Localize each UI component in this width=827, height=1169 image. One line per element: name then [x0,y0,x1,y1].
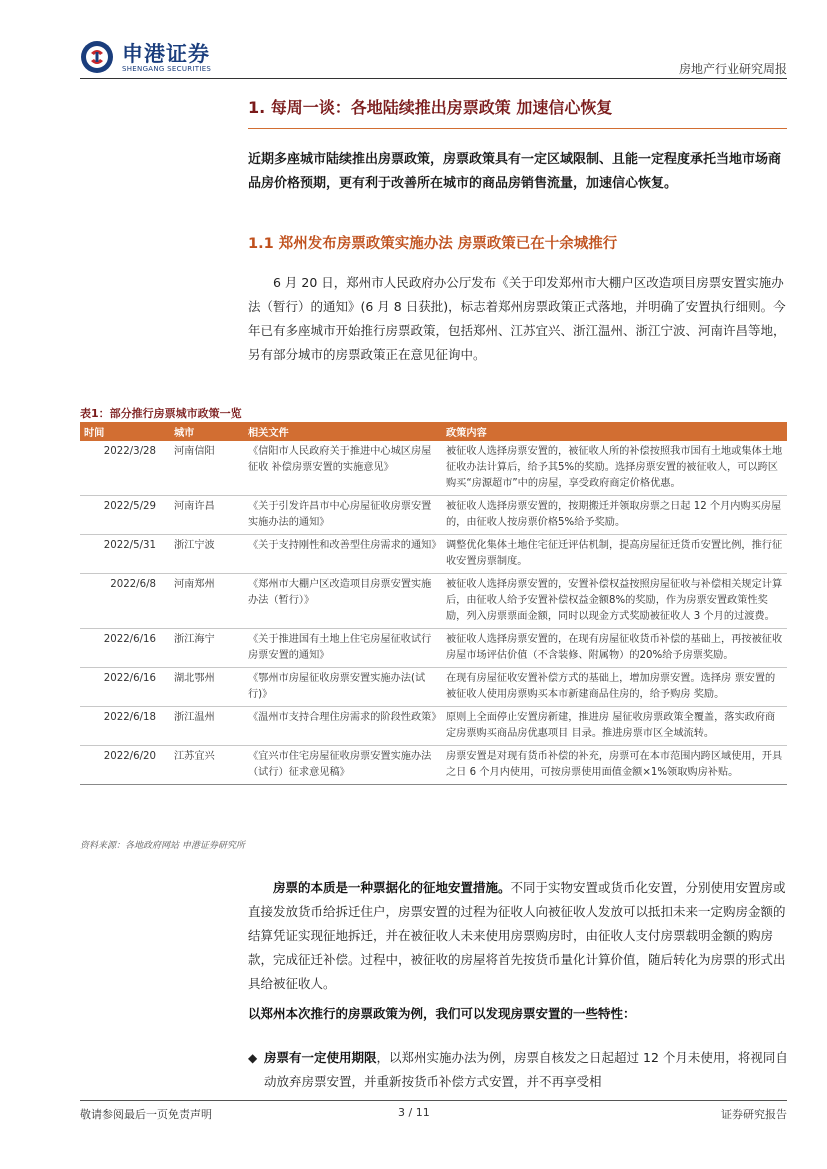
cell-city: 河南郑州 [170,574,244,629]
para2-emphasis: 房票的本质是一种票据化的征地安置措施。 [273,880,511,895]
table-title: 表1：部分推行房票城市政策一览 [80,407,242,420]
cell-date: 2022/6/18 [80,707,170,746]
cell-date: 2022/6/16 [80,629,170,668]
table-row [80,496,787,535]
section-heading-divider [248,128,787,129]
bullet-text [264,1046,788,1094]
para2-text: 不同于实物安置或货币化安置，分别使用安置房或直接发放货币给拆迁住户，房票安置的过程为征收人向被征收人发放可以抵扣未来一定购房金额的结算凭证实现征地拆迁，并在被征收人未来使用房票购房时，由征收人支付房票载明金额的购房款，完成征迁补偿。过程中，被征收的房屋将首先按货币量化计算价值，随后转化为房票的形式出具给被征收人。 [248,880,786,991]
footer-doc-type: 证券研究报告 [721,1108,787,1121]
bullet-rest: ，以郑州实施办法为例，房票自核发之日起超过 12 个月未使用，将视同自动放弃房票安置，并重新按货币补偿方式安置，并不再享受相 [264,1050,788,1089]
page-header [0,0,827,80]
header-city: 城市 [174,428,195,439]
cell-document: 《温州市支持合理住房需求的阶段性政策》 [244,707,442,746]
logo-english-name: SHENGANG SECURITIES [122,65,212,73]
cell-date: 2022/5/31 [80,535,170,574]
cell-date: 2022/6/16 [80,668,170,707]
page-number: 3 / 11 [398,1106,430,1119]
cell-document: 《关于支持刚性和改善型住房需求的通知》 [244,535,442,574]
table-row [80,629,787,668]
logo-chinese-name: 申港证券 [122,42,210,66]
cell-date: 2022/6/8 [80,574,170,629]
cell-date: 2022/3/28 [80,441,170,496]
table-row [80,441,787,496]
cell-content: 在现有房屋征收安置补偿方式的基础上，增加房票安置。选择房 票安置的被征收人使用房票购买本市新建商品住房的，给予购房 奖励。 [442,668,787,707]
header-content: 政策内容 [446,428,487,439]
cell-document: 《关于引发许昌市中心房屋征收房票安置实施办法的通知》 [244,496,442,535]
cell-document: 《关于推进国有土地上住宅房屋征收试行房票安置的通知》 [244,629,442,668]
cell-content: 被征收人选择房票安置的，被征收人所的补偿按照我市国有土地或集体土地征收办法计算后，给予其5%的奖励。选择房票安置的被征收人，可以跨区购买“房源超市”中的房屋，享受政府商定价格优惠。 [442,441,787,496]
table-header-row [80,422,787,441]
footer-divider [80,1100,787,1101]
header-date: 时间 [84,428,105,439]
company-logo [80,38,230,76]
policy-table [80,422,787,785]
cell-date: 2022/5/29 [80,496,170,535]
cell-city: 浙江海宁 [170,629,244,668]
cell-content: 原则上全面停止安置房新建，推进房 屋征收房票政策全覆盖，落实政府商定房票购买商品房优惠项目 目录。推进房票市区全域流转。 [442,707,787,746]
cell-city: 浙江温州 [170,707,244,746]
cell-document: 《宜兴市住宅房屋征收房票安置实施办法（试行）征求意见稿》 [244,746,442,785]
footer-disclaimer: 敬请参阅最后一页免责声明 [80,1108,212,1121]
cell-date: 2022/6/20 [80,746,170,785]
header-document: 相关文件 [248,428,289,439]
table-row [80,668,787,707]
cell-content: 被征收人选择房票安置的，在现有房屋征收货币补偿的基础上，再按被征收房屋市场评估价值（不含装修、附属物）的20%给予房票奖励。 [442,629,787,668]
cell-content: 房票安置是对现有货币补偿的补充，房票可在本市范围内跨区域使用，开具之日 6 个月内使用，可按房票使用面值金额×1%领取购房补贴。 [442,746,787,785]
cell-content: 被征收人选择房票安置的，安置补偿权益按照房屋征收与补偿相关规定计算后，由征收人给予安置补偿权益金额8%的奖励，作为房票安置政策性奖励，列入房票票面金额，同时以现金方式奖励被征收人 3 个月的过渡费。 [442,574,787,629]
cell-city: 河南信阳 [170,441,244,496]
bullet-emphasis: 房票有一定使用期限 [264,1050,377,1065]
header-divider [80,78,787,79]
table-row [80,535,787,574]
cell-city: 湖北鄂州 [170,668,244,707]
cell-content: 被征收人选择房票安置的，按期搬迁并领取房票之日起 12 个月内购买房屋的，由征收人按房票价格5%给予奖励。 [442,496,787,535]
cell-content: 调整优化集体土地住宅征迁评估机制，提高房屋征迁货币安置比例，推行征收安置房票制度。 [442,535,787,574]
cell-document: 《鄂州市房屋征收房票安置实施办法(试行)》 [244,668,442,707]
report-type-label: 房地产行业研究周报 [678,62,787,76]
table-row [80,707,787,746]
table-row [80,574,787,629]
section-heading-1-1: 1.1 郑州发布房票政策实施办法 房票政策已在十余城推行 [248,236,618,252]
section-heading-1: 1. 每周一谈：各地陆续推出房票政策 加速信心恢复 [248,98,613,117]
cell-city: 河南许昌 [170,496,244,535]
lead-paragraph: 近期多座城市陆续推出房票政策，房票政策具有一定区域限制、且能一定程度承托当地市场商品房价格预期，更有利于改善所在城市的商品房销售流量，加速信心恢复。 [248,152,782,191]
bullet-diamond-icon: ◆ [248,1051,258,1065]
body-paragraph-3: 以郑州本次推行的房票政策为例，我们可以发现房票安置的一些特性： [248,1006,636,1021]
cell-document: 《信阳市人民政府关于推进中心城区房屋征收 补偿房票安置的实施意见》 [244,441,442,496]
body-paragraph-2 [248,876,788,996]
table-row [80,746,787,785]
table-source-note: 资料来源：各地政府网站 申港证券研究所 [80,841,245,851]
body-paragraph-1: 6 月 20 日，郑州市人民政府办公厅发布《关于印发郑州市大棚户区改造项目房票安置实施办法（暂行）的通知》(6 月 8 日获批)，标志着郑州房票政策正式落地，并明确了安置执行细则。今年已有多座城市开始推行房票政策，包括郑州、江苏宜兴、浙江温州、浙江宁波、河南许昌等地，另有部分城市的房票政策正在意见征询中。 [248,275,786,362]
cell-city: 浙江宁波 [170,535,244,574]
cell-document: 《郑州市大棚户区改造项目房票安置实施办法（暂行）》 [244,574,442,629]
logo-emblem-icon [80,40,114,74]
cell-city: 江苏宜兴 [170,746,244,785]
